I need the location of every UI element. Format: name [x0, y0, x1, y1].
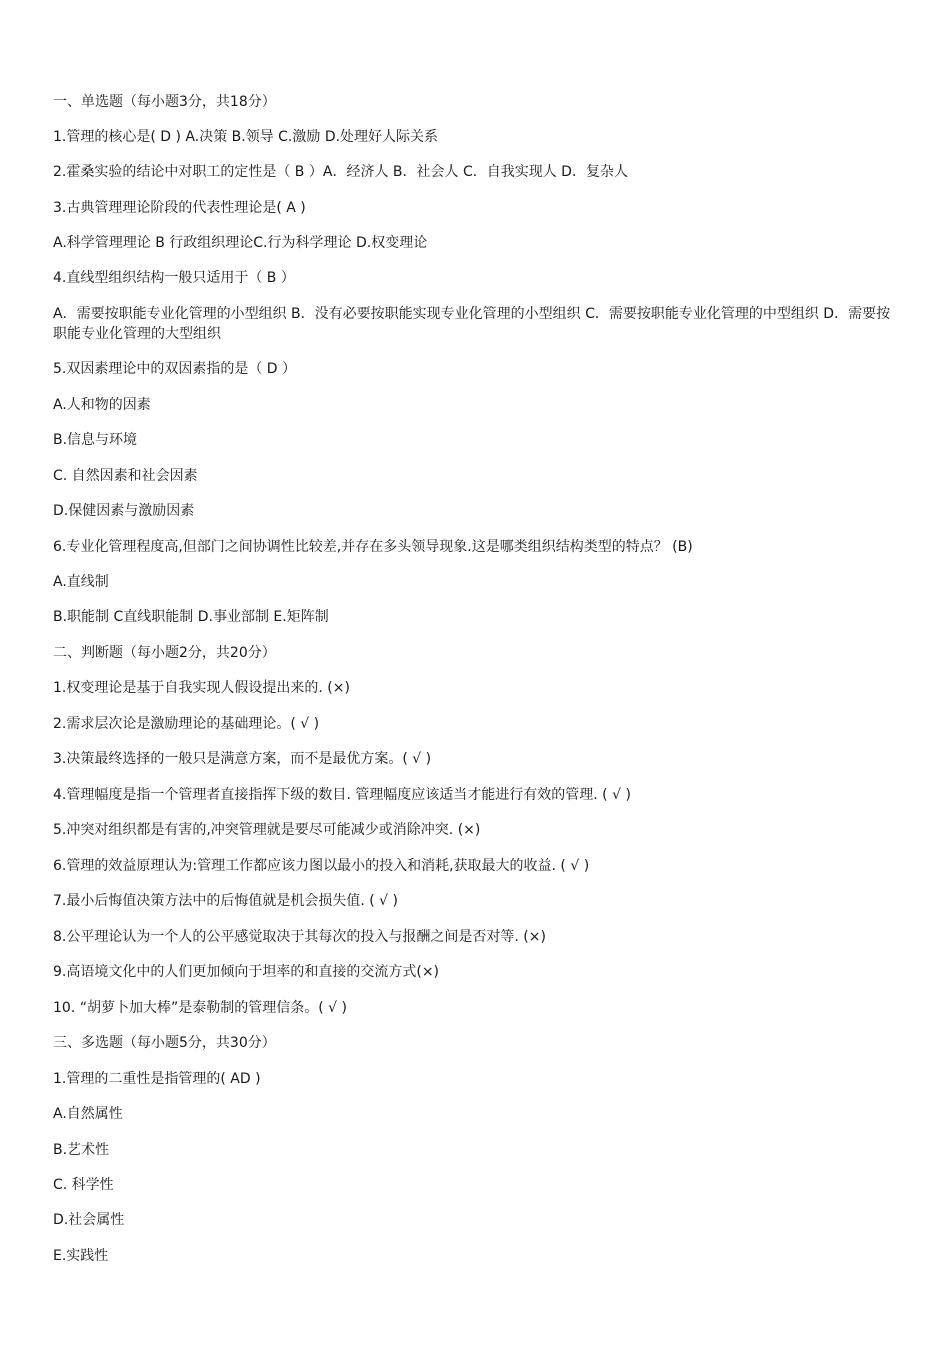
section-title-true-false: 二、判断题（每小题2分，共20分） — [53, 645, 276, 661]
section-title-multiple-choice: 三、多选题（每小题5分，共30分） — [53, 1035, 276, 1051]
statement-text: 5.冲突对组织都是有害的,冲突管理就是要尽可能减少或消除冲突. (×) — [53, 822, 481, 838]
statement-text: 4.管理幅度是指一个管理者直接指挥下级的数目. 管理幅度应该适当才能进行有效的管理. ( √ ) — [53, 787, 631, 803]
answer-option: E.实践性 — [53, 1248, 109, 1264]
answer-option: B.艺术性 — [53, 1142, 110, 1158]
answer-options: A.科学管理理论 B 行政组织理论C.行为科学理论 D.权变理论 — [53, 235, 428, 251]
statement-text: 1.权变理论是基于自我实现人假设提出来的. (×) — [53, 680, 350, 696]
section-title-single-choice: 一、单选题（每小题3分，共18分） — [53, 94, 276, 110]
statement-text: 9.高语境文化中的人们更加倾向于坦率的和直接的交流方式(×) — [53, 964, 440, 980]
answer-option: B.信息与环境 — [53, 432, 138, 448]
answer-option: C. 自然因素和社会因素 — [53, 468, 198, 484]
answer-options: B.职能制 C直线职能制 D.事业部制 E.矩阵制 — [53, 609, 329, 625]
question-text: 6.专业化管理程度高,但部门之间协调性比较差,并存在多头领导现象.这是哪类组织结构类型的特点？ (B) — [53, 539, 693, 555]
answer-option: A.自然属性 — [53, 1106, 123, 1122]
question-text: 4.直线型组织结构一般只适用于（ B ） — [53, 270, 295, 286]
question-text: 1.管理的二重性是指管理的( AD ) — [53, 1071, 261, 1087]
statement-text: 7.最小后悔值决策方法中的后悔值就是机会损失值. ( √ ) — [53, 893, 399, 909]
question-text: 2.霍桑实验的结论中对职工的定性是（ B ）A．经济人 B．社会人 C．自我实现人 D．复杂人 — [53, 164, 628, 180]
statement-text: 2.需求层次论是激励理论的基础理论。( √ ) — [53, 716, 320, 732]
question-text: 5.双因素理论中的双因素指的是（ D ） — [53, 361, 297, 377]
answer-options: A．需要按职能专业化管理的小型组织 B．没有必要按职能实现专业化管理的小型组织 C．需要按职能专业化管理的中型组织 D．需要按职能专业化管理的大型组织 — [53, 306, 891, 342]
answer-option: D.社会属性 — [53, 1212, 125, 1228]
answer-option: C. 科学性 — [53, 1177, 114, 1193]
statement-text: 8.公平理论认为一个人的公平感觉取决于其每次的投入与报酬之间是否对等. (×) — [53, 929, 546, 945]
statement-text: 3.决策最终选择的一般只是满意方案，而不是最优方案。( √ ) — [53, 751, 432, 767]
answer-option: A.人和物的因素 — [53, 397, 151, 413]
statement-text: 10. “胡萝卜加大棒”是泰勒制的管理信条。( √ ) — [53, 1000, 347, 1016]
answer-option: D.保健因素与激励因素 — [53, 503, 195, 519]
statement-text: 6.管理的效益原理认为:管理工作都应该力图以最小的投入和消耗,获取最大的收益. ( √ ) — [53, 858, 590, 874]
question-text: 1.管理的核心是( D ) A.决策 B.领导 C.激励 D.处理好人际关系 — [53, 129, 439, 145]
answer-option: A.直线制 — [53, 574, 109, 590]
question-text: 3.古典管理理论阶段的代表性理论是( A ) — [53, 200, 306, 216]
